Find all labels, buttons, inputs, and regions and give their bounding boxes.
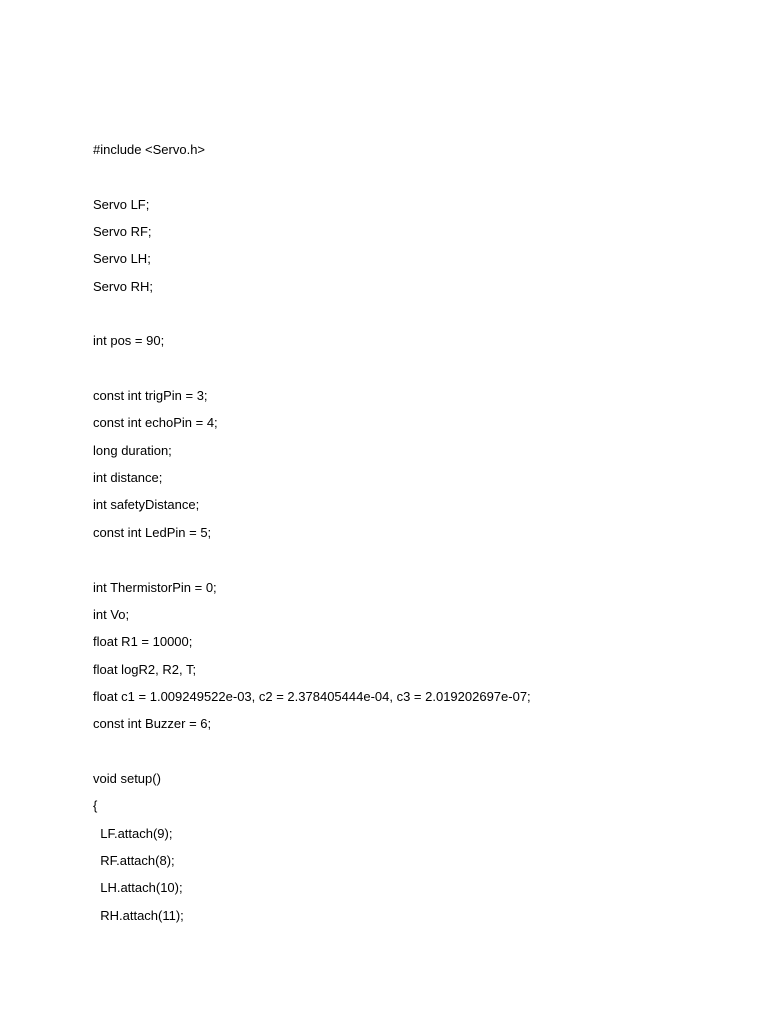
code-line: const int echoPin = 4;	[93, 415, 218, 431]
code-line: long duration;	[93, 442, 172, 458]
code-line: RH.attach(11);	[93, 907, 184, 923]
code-line: int pos = 90;	[93, 333, 165, 349]
code-line: int distance;	[93, 470, 163, 486]
code-line: float R1 = 10000;	[93, 634, 193, 650]
code-line: float logR2, R2, T;	[93, 661, 197, 677]
code-line: const int LedPin = 5;	[93, 524, 212, 540]
code-line: float c1 = 1.009249522e-03, c2 = 2.378405444e-04, c3 = 2.019202697e-07;	[93, 688, 531, 704]
blank-line	[93, 550, 531, 577]
code-line: const int Buzzer = 6;	[93, 716, 212, 732]
blank-line	[93, 304, 531, 331]
code-line: RF.attach(8);	[93, 852, 175, 868]
code-line: #include <Servo.h>	[93, 142, 206, 157]
code-line: LH.attach(10);	[93, 880, 183, 896]
blank-line	[93, 742, 531, 769]
code-line: Servo LH;	[93, 251, 151, 267]
code-line: Servo RH;	[93, 278, 153, 294]
blank-line	[93, 359, 531, 386]
code-line: {	[93, 798, 98, 814]
code-line: void setup()	[93, 770, 161, 786]
code-line: int ThermistorPin = 0;	[93, 579, 217, 595]
code-line: Servo RF;	[93, 224, 152, 240]
code-line: int safetyDistance;	[93, 497, 200, 513]
code-listing	[93, 140, 531, 933]
code-line: Servo LF;	[93, 196, 150, 212]
code-line: int Vo;	[93, 606, 130, 622]
code-line: const int trigPin = 3;	[93, 388, 208, 404]
code-line: LF.attach(9);	[93, 825, 173, 841]
blank-line	[93, 167, 531, 194]
